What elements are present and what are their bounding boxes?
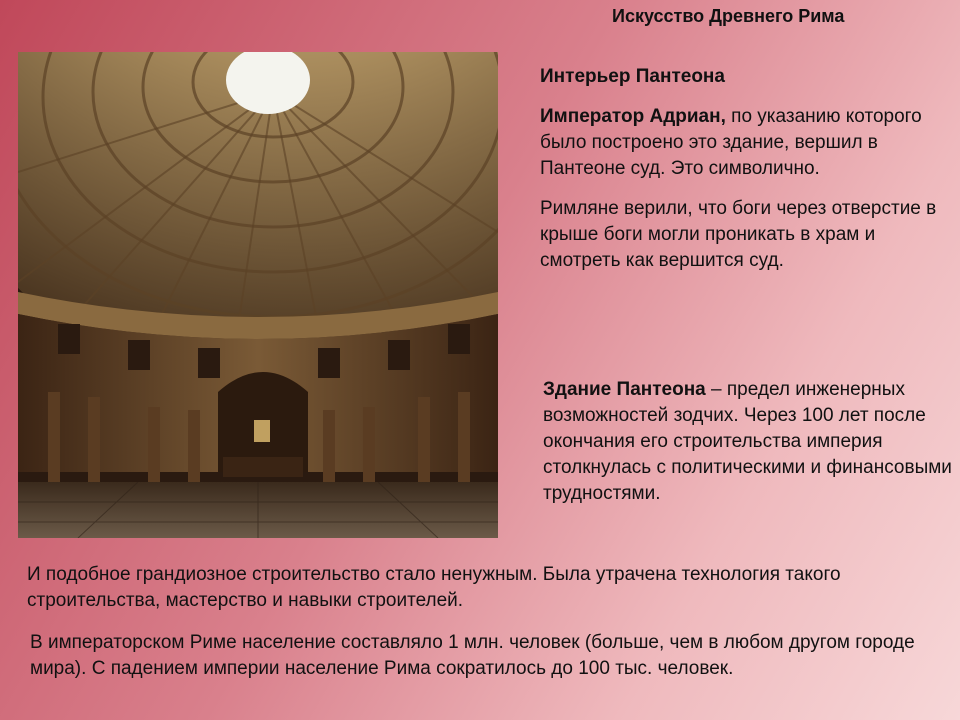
- paragraph-population: В императорском Риме население составляло 1 млн. человек (больше, чем в любом другом городе мира). С падением империи население Рима сократилось до 100 тыс. человек.: [30, 632, 915, 679]
- paragraph-engineering-rest: – предел инженерных возможностей зодчих. Через 100 лет после окончания его строительства империя столкнулась с политическими и финансовыми трудностями.: [543, 379, 952, 504]
- pantheon-illustration: [18, 52, 498, 538]
- paragraph-technology: И подобное грандиозное строительство стало ненужным. Была утрачена технология такого строительства, мастерство и навыки строителей.: [27, 564, 841, 611]
- paragraph-engineering-bold: Здание Пантеона: [543, 379, 706, 400]
- engineering-text-block: [543, 377, 953, 507]
- paragraph-engineering: [543, 377, 953, 507]
- paragraph-hadrian-rest: по указанию которого было построено это здание, вершил в Пантеоне суд. Это символично.: [540, 106, 922, 179]
- slide-title: Искусство Древнего Рима: [612, 6, 845, 26]
- intro-text-block: [540, 64, 950, 274]
- paragraph-hadrian-bold: Император Адриан,: [540, 106, 726, 127]
- pantheon-photo: [18, 52, 498, 538]
- section-subtitle: Интерьер Пантеона: [540, 66, 725, 87]
- paragraph-gods: Римляне верили, что боги через отверстие в крыше боги могли проникать в храм и смотреть как вершится суд.: [540, 198, 937, 271]
- paragraph-hadrian: [540, 104, 950, 182]
